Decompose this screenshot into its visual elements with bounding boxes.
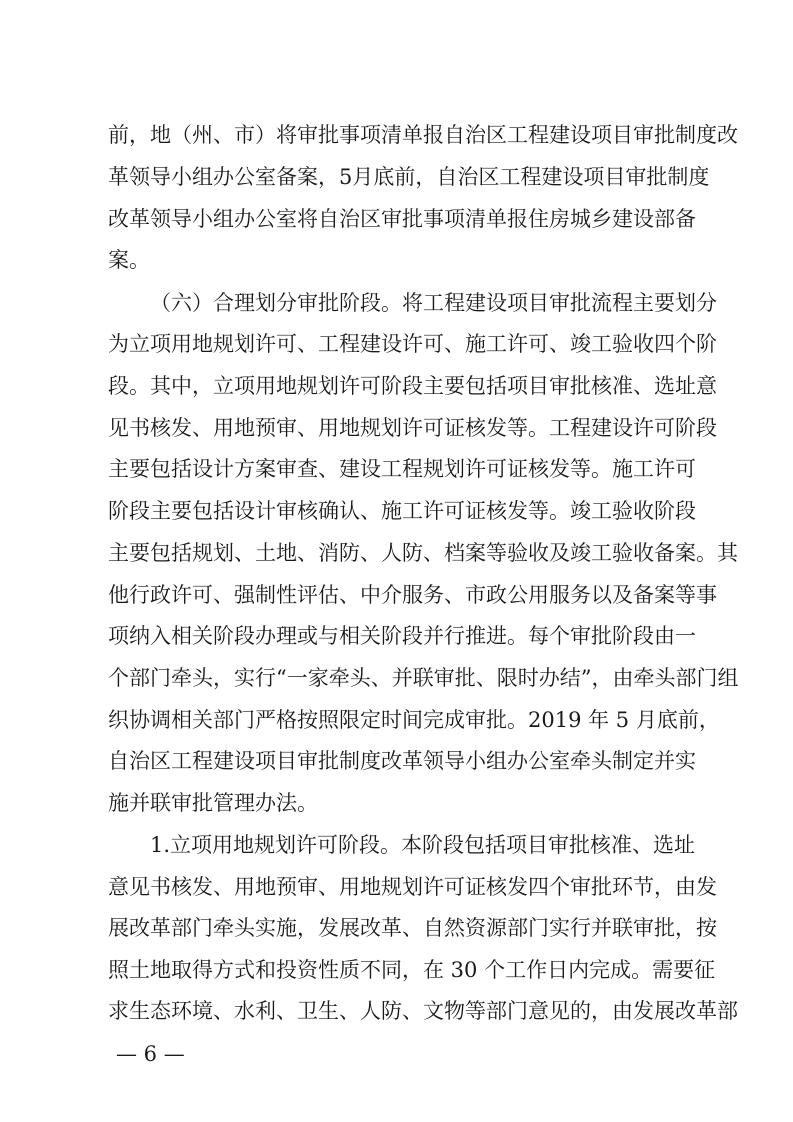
subsection-heading-line: 1.立项用地规划许可阶段。本阶段包括项目审批核准、选址 [150,833,696,857]
text-line: 革领导小组办公室备案，5月底前，自治区工程建设项目审批制度 [108,165,710,189]
text-line: 案。 [108,248,150,272]
text-line: 项纳入相关阶段办理或与相关阶段并行推进。每个审批阶段由一 [108,624,696,648]
text-line: 改革领导小组办公室将自治区审批事项清单报住房城乡建设部备 [108,207,696,231]
text-line: 照土地取得方式和投资性质不同，在 30 个工作日内完成。需要征 [108,958,716,982]
text-line: 为立项用地规划许可、工程建设许可、施工许可、竣工验收四个阶 [108,332,717,356]
text-line: 展改革部门牵头实施，发展改革、自然资源部门实行并联审批，按 [108,916,717,940]
page-number: — 6 — [116,1042,185,1066]
text-line: 自治区工程建设项目审批制度改革领导小组办公室牵头制定并实 [108,749,696,773]
text-line: 他行政许可、强制性评估、中介服务、市政公用服务以及备案等事 [108,583,717,607]
text-line: 施并联审批管理办法。 [108,791,318,815]
text-line: 主要包括规划、土地、消防、人防、档案等验收及竣工验收备案。其 [108,541,738,565]
text-line: 求生态环境、水利、卫生、人防、文物等部门意见的，由发展改革部 [108,999,738,1023]
text-line: 阶段主要包括设计审核确认、施工许可证核发等。竣工验收阶段 [108,499,696,523]
text-line: 意见书核发、用地预审、用地规划许可证核发四个审批环节，由发 [108,875,717,899]
text-line: 个部门牵头，实行“一家牵头、并联审批、限时办结”，由牵头部门组 [108,666,739,690]
section-heading-line: （六）合理划分审批阶段。将工程建设项目审批流程主要划分 [150,291,717,315]
text-line: 主要包括设计方案审查、建设工程规划许可证核发等。施工许可 [108,457,696,481]
text-line: 前，地（州、市）将审批事项清单报自治区工程建设项目审批制度改 [108,123,738,147]
text-line: 织协调相关部门严格按照限定时间完成审批。2019 年 5 月底前， [108,708,720,732]
text-line: 见书核发、用地预审、用地规划许可证核发等。工程建设许可阶段 [108,416,717,440]
text-line: 段。其中，立项用地规划许可阶段主要包括项目审批核准、选址意 [108,374,717,398]
